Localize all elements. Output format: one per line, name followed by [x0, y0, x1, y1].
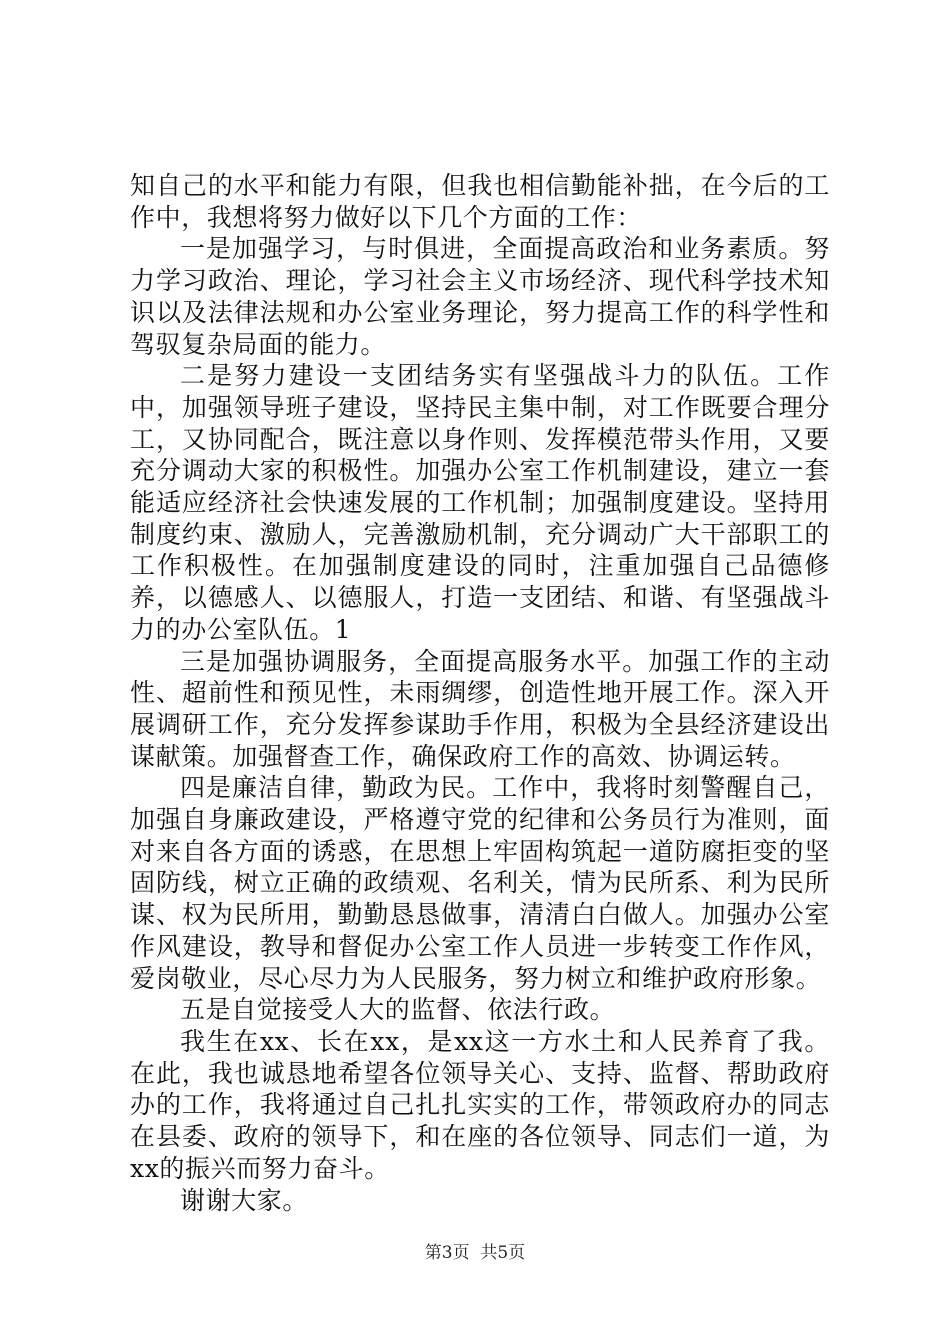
paragraph-thanks: 谢谢大家。 [180, 1185, 309, 1215]
page-number: 第3页 [424, 1243, 470, 1263]
page-footer [0, 1243, 950, 1263]
footer-spacer [470, 1243, 481, 1263]
paragraph-point-five: 五是自觉接受人大的监督、依法行政。 [180, 995, 616, 1025]
paragraph-point-two: 二是努力建设一支团结务实有坚强战斗力的队伍。工作中，加强领导班子建设，坚持民主集中制，对工作既要合理分工，又协同配合，既注意以身作则、发挥模范带头作用，又要充分调动大家的积极性。加强办公室工作机制建设，建立一套能适应经济社会快速发展的工作机制；加强制度建设。坚持用制度约束、激励人，完善激励机制，充分调动广大干部职工的工作积极性。在加强制度建设的同时，注重加强自己品德修养，以德感人、以德服人，打造一支团结、和谐、有坚强战斗力的办公室队伍。1 [130, 361, 830, 644]
paragraph-point-four: 四是廉洁自律，勤政为民。工作中，我将时刻警醒自己，加强自身廉政建设，严格遵守党的纪律和公务员行为准则，面对来自各方面的诱惑，在思想上牢固构筑起一道防腐拒变的坚固防线，树立正确的政绩观、名利关，情为民所系、利为民所谋、权为民所用，勤勤恳恳做事，清清白白做人。加强办公室作风建设，教导和督促办公室工作人员进一步转变工作作风，爱岗敬业，尽心尽力为人民服务，努力树立和维护政府形象。 [130, 773, 830, 993]
document-body [130, 170, 830, 1216]
paragraph-point-one: 一是加强学习，与时俱进，全面提高政治和业务素质。努力学习政治、理论，学习社会主义市场经济、现代科学技术知识以及法律法规和办公室业务理论，努力提高工作的科学性和驾驭复杂局面的能力。 [130, 234, 830, 359]
paragraph-point-three: 三是加强协调服务，全面提高服务水平。加强工作的主动性、超前性和预见性，未雨绸缪，创造性地开展工作。深入开展调研工作，充分发挥参谋助手作用，积极为全县经济建设出谋献策。加强督查工作，确保政府工作的高效、协调运转。 [130, 646, 830, 771]
paragraph-closing-statement: 我生在xx、长在xx，是xx这一方水土和人民养育了我。在此，我也诚恳地希望各位领导关心、支持、监督、帮助政府办的工作，我将通过自己扎扎实实的工作，带领政府办的同志在县委、政府的领导下，和在座的各位领导、同志们一道，为xx的振兴而努力奋斗。 [130, 1026, 830, 1183]
paragraph-continuation: 知自己的水平和能力有限，但我也相信勤能补拙，在今后的工作中，我想将努力做好以下几个方面的工作： [130, 171, 830, 232]
page-total: 共5页 [480, 1243, 526, 1263]
